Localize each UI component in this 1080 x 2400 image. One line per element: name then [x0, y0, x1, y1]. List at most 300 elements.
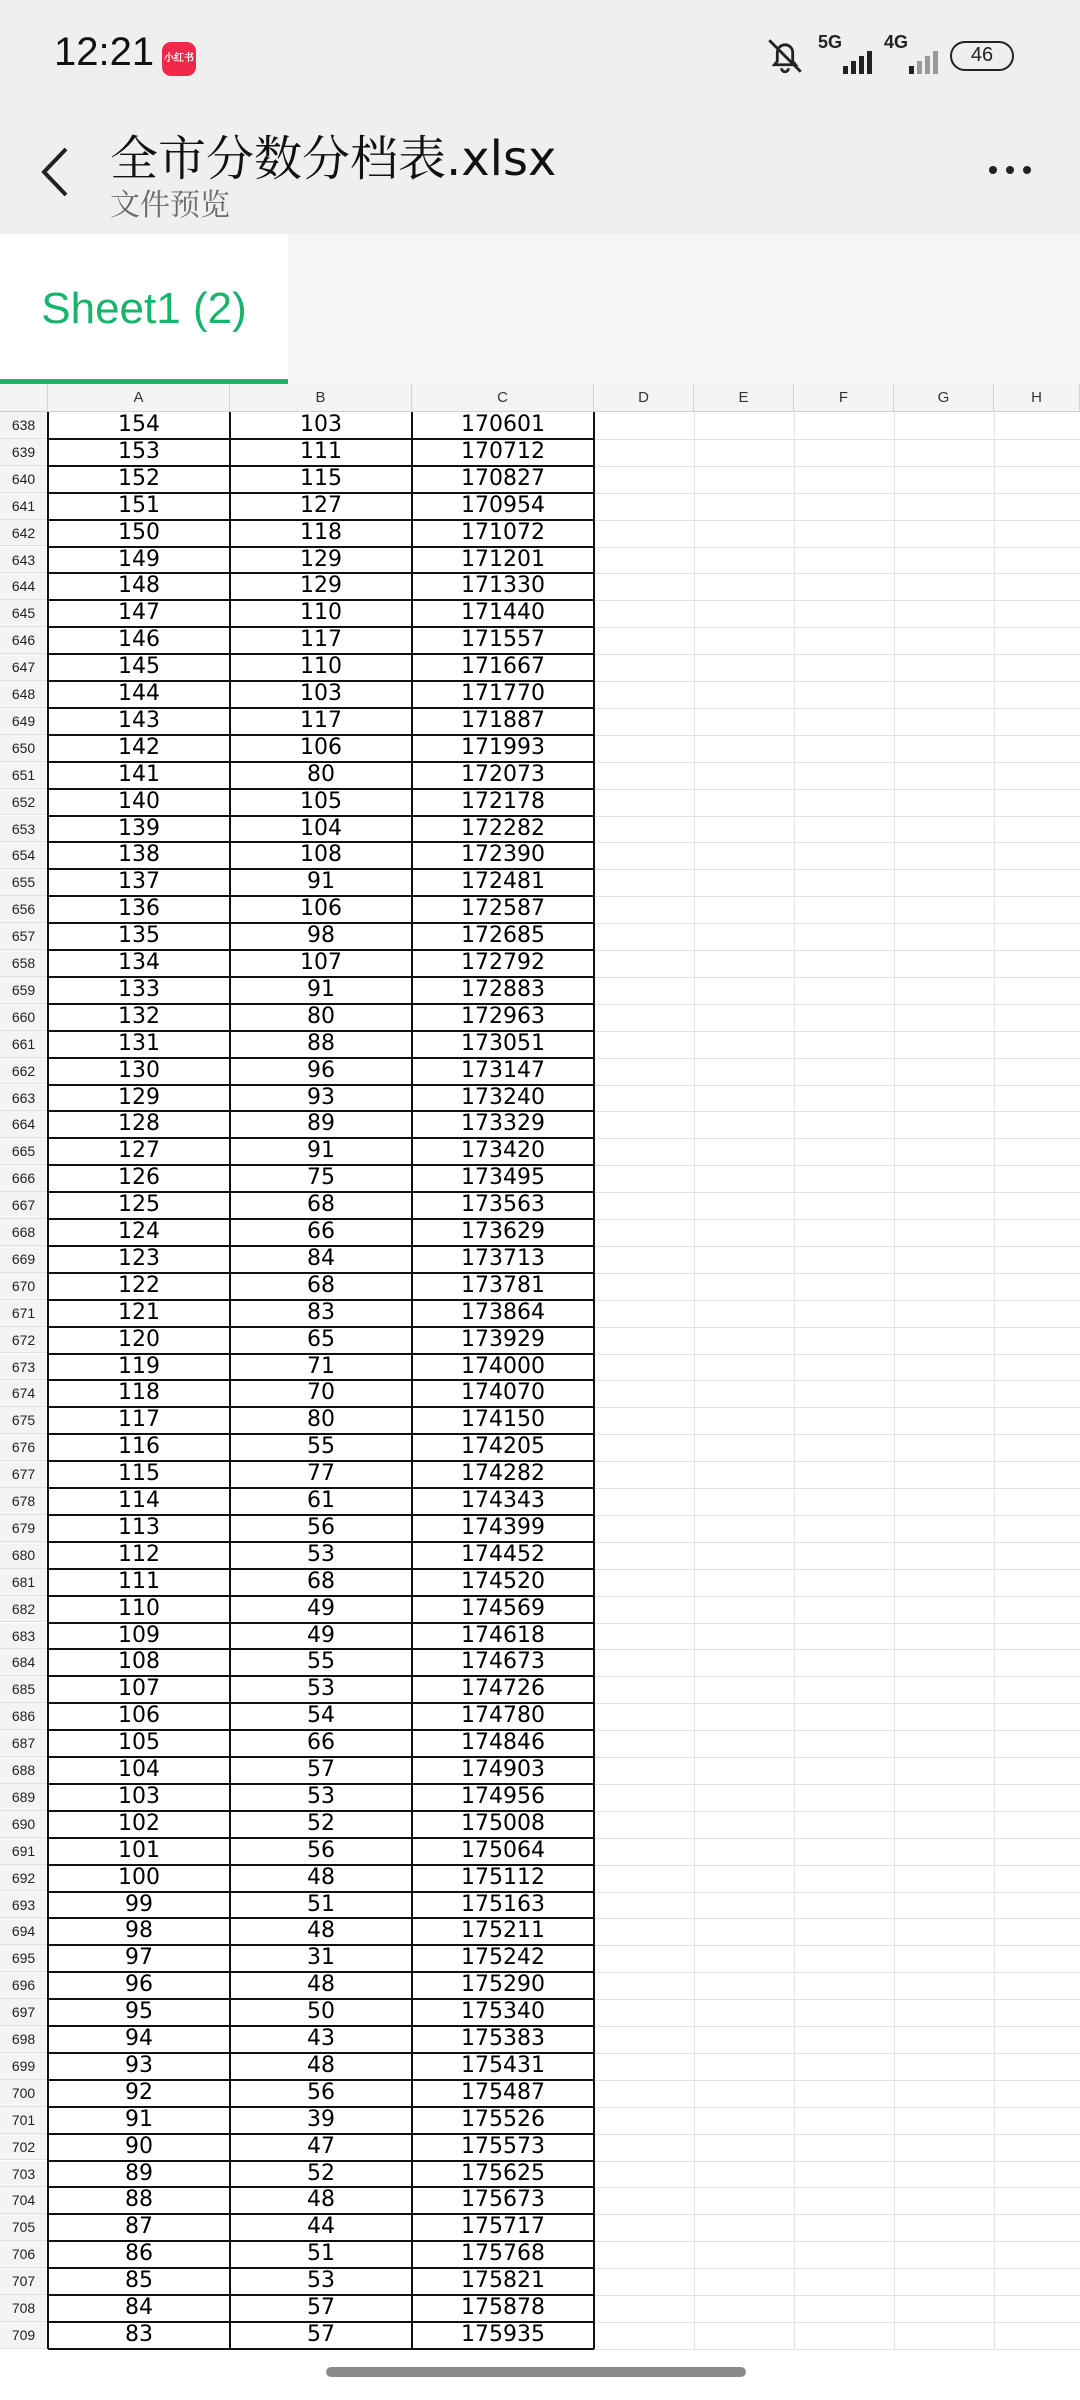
cell-b[interactable]: 91 — [307, 869, 335, 895]
cell-b[interactable]: 52 — [307, 2160, 335, 2186]
cell-c[interactable]: 174399 — [461, 1514, 545, 1540]
cell-b[interactable]: 48 — [307, 1972, 335, 1998]
cell-c[interactable]: 174000 — [461, 1353, 545, 1379]
cell-a[interactable]: 115 — [118, 1461, 160, 1487]
cell-a[interactable]: 120 — [118, 1326, 160, 1352]
cell-b[interactable]: 98 — [307, 923, 335, 949]
cell-a[interactable]: 118 — [118, 1380, 160, 1406]
cell-c[interactable]: 174956 — [461, 1783, 545, 1809]
row-header[interactable]: 640 — [0, 466, 48, 493]
cell-a[interactable]: 106 — [118, 1703, 160, 1729]
gesture-nav-bar[interactable] — [326, 2367, 746, 2377]
cell-c[interactable]: 174343 — [461, 1488, 545, 1513]
row-header[interactable]: 660 — [0, 1004, 48, 1031]
cell-b[interactable]: 53 — [307, 2268, 335, 2294]
cell-a[interactable]: 84 — [125, 2295, 153, 2320]
more-options-button[interactable] — [980, 150, 1040, 190]
cell-b[interactable]: 107 — [300, 950, 342, 975]
row-header[interactable]: 694 — [0, 1918, 48, 1945]
cell-c[interactable]: 175112 — [461, 1864, 545, 1890]
cell-a[interactable]: 141 — [118, 761, 160, 787]
cell-b[interactable]: 31 — [307, 1945, 335, 1971]
row-header[interactable]: 703 — [0, 2161, 48, 2188]
cell-b[interactable]: 51 — [307, 1891, 335, 1917]
cell-c[interactable]: 172178 — [461, 788, 545, 814]
cell-c[interactable]: 174520 — [461, 1568, 545, 1594]
cell-c[interactable]: 173781 — [461, 1272, 545, 1298]
row-header[interactable]: 683 — [0, 1623, 48, 1650]
cell-a[interactable]: 149 — [118, 546, 160, 572]
row-header[interactable]: 657 — [0, 923, 48, 950]
cell-b[interactable]: 108 — [300, 842, 342, 868]
cell-c[interactable]: 174780 — [461, 1703, 545, 1729]
cell-c[interactable]: 174726 — [461, 1676, 545, 1702]
cell-c[interactable]: 173713 — [461, 1245, 545, 1271]
row-header[interactable]: 687 — [0, 1730, 48, 1757]
cell-a[interactable]: 90 — [125, 2133, 153, 2159]
row-header[interactable]: 704 — [0, 2187, 48, 2214]
row-header[interactable]: 646 — [0, 627, 48, 654]
cell-a[interactable]: 145 — [118, 654, 160, 680]
cell-b[interactable]: 84 — [307, 1245, 335, 1271]
cell-a[interactable]: 154 — [118, 412, 160, 437]
cell-a[interactable]: 148 — [118, 573, 160, 599]
cell-b[interactable]: 70 — [307, 1380, 335, 1406]
cell-a[interactable]: 131 — [118, 1030, 160, 1056]
cell-a[interactable]: 100 — [118, 1864, 160, 1890]
row-header[interactable]: 675 — [0, 1407, 48, 1434]
cell-a[interactable]: 96 — [125, 1972, 153, 1998]
cell-b[interactable]: 93 — [307, 1084, 335, 1110]
cell-a[interactable]: 98 — [125, 1918, 153, 1944]
cell-a[interactable]: 143 — [118, 707, 160, 733]
cell-c[interactable]: 175211 — [461, 1918, 545, 1944]
cell-c[interactable]: 174452 — [461, 1541, 545, 1567]
column-header-e[interactable]: E — [694, 384, 794, 412]
cell-b[interactable]: 55 — [307, 1434, 335, 1460]
cell-a[interactable]: 113 — [118, 1514, 160, 1540]
row-header[interactable]: 652 — [0, 789, 48, 816]
cell-a[interactable]: 137 — [118, 869, 160, 895]
cell-c[interactable]: 172390 — [461, 842, 545, 868]
cell-b[interactable]: 66 — [307, 1219, 335, 1244]
row-header[interactable]: 656 — [0, 896, 48, 923]
row-header[interactable]: 647 — [0, 654, 48, 681]
cell-a[interactable]: 83 — [125, 2321, 153, 2347]
cell-c[interactable]: 172883 — [461, 976, 545, 1002]
row-header[interactable]: 706 — [0, 2241, 48, 2268]
cell-c[interactable]: 175935 — [461, 2321, 545, 2347]
cell-b[interactable]: 89 — [307, 1111, 335, 1137]
row-header[interactable]: 700 — [0, 2080, 48, 2107]
cell-b[interactable]: 50 — [307, 1999, 335, 2025]
cell-b[interactable]: 111 — [300, 438, 342, 464]
cell-c[interactable]: 173329 — [461, 1111, 545, 1137]
cell-b[interactable]: 103 — [300, 412, 342, 437]
cell-a[interactable]: 114 — [118, 1488, 160, 1513]
cell-a[interactable]: 138 — [118, 842, 160, 868]
cell-c[interactable]: 174673 — [461, 1649, 545, 1675]
cell-a[interactable]: 122 — [118, 1272, 160, 1298]
row-header[interactable]: 702 — [0, 2134, 48, 2161]
row-header[interactable]: 665 — [0, 1138, 48, 1165]
cell-c[interactable]: 175768 — [461, 2241, 545, 2267]
row-header[interactable]: 681 — [0, 1569, 48, 1596]
column-header-d[interactable]: D — [594, 384, 694, 412]
cell-b[interactable]: 48 — [307, 1918, 335, 1944]
spreadsheet-grid[interactable] — [0, 384, 1080, 2354]
cell-a[interactable]: 121 — [118, 1299, 160, 1325]
cell-c[interactable]: 170712 — [461, 438, 545, 464]
cell-a[interactable]: 111 — [118, 1568, 160, 1594]
cell-a[interactable]: 153 — [118, 438, 160, 464]
row-header[interactable]: 666 — [0, 1165, 48, 1192]
cell-c[interactable]: 174618 — [461, 1622, 545, 1648]
cell-a[interactable]: 134 — [118, 950, 160, 975]
cell-a[interactable]: 112 — [118, 1541, 160, 1567]
cell-a[interactable]: 92 — [125, 2079, 153, 2105]
row-header[interactable]: 655 — [0, 869, 48, 896]
cell-a[interactable]: 107 — [118, 1676, 160, 1702]
cell-a[interactable]: 94 — [125, 2026, 153, 2051]
row-header[interactable]: 680 — [0, 1542, 48, 1569]
cell-a[interactable]: 127 — [118, 1138, 160, 1164]
cell-a[interactable]: 136 — [118, 896, 160, 922]
cell-c[interactable]: 174282 — [461, 1461, 545, 1487]
cell-a[interactable]: 150 — [118, 519, 160, 545]
cell-a[interactable]: 151 — [118, 492, 160, 518]
cell-a[interactable]: 139 — [118, 815, 160, 841]
row-header[interactable]: 638 — [0, 412, 48, 439]
row-header[interactable]: 676 — [0, 1434, 48, 1461]
cell-b[interactable]: 106 — [300, 734, 342, 760]
row-header[interactable]: 684 — [0, 1649, 48, 1676]
row-header[interactable]: 643 — [0, 547, 48, 574]
cell-a[interactable]: 85 — [125, 2268, 153, 2294]
cell-b[interactable]: 39 — [307, 2106, 335, 2132]
cell-c[interactable]: 170954 — [461, 492, 545, 518]
row-header[interactable]: 659 — [0, 977, 48, 1004]
row-header[interactable]: 668 — [0, 1219, 48, 1246]
row-header[interactable]: 641 — [0, 493, 48, 520]
cell-a[interactable]: 132 — [118, 1003, 160, 1029]
row-header[interactable]: 645 — [0, 600, 48, 627]
row-header[interactable]: 705 — [0, 2214, 48, 2241]
cell-c[interactable]: 171557 — [461, 627, 545, 653]
cell-c[interactable]: 175340 — [461, 1999, 545, 2025]
row-header[interactable]: 709 — [0, 2322, 48, 2349]
cell-c[interactable]: 175717 — [461, 2214, 545, 2240]
cell-a[interactable]: 147 — [118, 600, 160, 626]
cell-a[interactable]: 135 — [118, 923, 160, 949]
cell-c[interactable]: 175526 — [461, 2106, 545, 2132]
cell-a[interactable]: 86 — [125, 2241, 153, 2267]
row-header[interactable]: 670 — [0, 1273, 48, 1300]
cell-b[interactable]: 44 — [307, 2214, 335, 2240]
cell-b[interactable]: 68 — [307, 1568, 335, 1594]
cell-c[interactable]: 170827 — [461, 465, 545, 491]
row-header[interactable]: 678 — [0, 1488, 48, 1515]
row-header[interactable]: 686 — [0, 1703, 48, 1730]
cell-a[interactable]: 130 — [118, 1057, 160, 1083]
cell-c[interactable]: 175290 — [461, 1972, 545, 1998]
cell-a[interactable]: 110 — [118, 1595, 160, 1621]
cell-a[interactable]: 119 — [118, 1353, 160, 1379]
row-header[interactable]: 689 — [0, 1784, 48, 1811]
row-header[interactable]: 639 — [0, 439, 48, 466]
cell-c[interactable]: 171440 — [461, 600, 545, 626]
cell-b[interactable]: 53 — [307, 1783, 335, 1809]
cell-a[interactable]: 129 — [118, 1084, 160, 1110]
row-header[interactable]: 696 — [0, 1972, 48, 1999]
cell-b[interactable]: 80 — [307, 1407, 335, 1433]
cell-c[interactable]: 173147 — [461, 1057, 545, 1083]
row-header[interactable]: 644 — [0, 573, 48, 600]
cell-c[interactable]: 175064 — [461, 1837, 545, 1863]
row-header[interactable]: 642 — [0, 520, 48, 547]
row-header[interactable]: 679 — [0, 1515, 48, 1542]
cell-a[interactable]: 93 — [125, 2052, 153, 2078]
row-header[interactable]: 669 — [0, 1246, 48, 1273]
cell-b[interactable]: 48 — [307, 1864, 335, 1890]
cell-a[interactable]: 108 — [118, 1649, 160, 1675]
cell-b[interactable]: 75 — [307, 1165, 335, 1191]
cell-a[interactable]: 97 — [125, 1945, 153, 1971]
cell-b[interactable]: 105 — [300, 788, 342, 814]
column-header-b[interactable]: B — [230, 384, 412, 412]
cell-b[interactable]: 49 — [307, 1622, 335, 1648]
cell-b[interactable]: 68 — [307, 1192, 335, 1218]
cell-b[interactable]: 56 — [307, 2079, 335, 2105]
cell-a[interactable]: 116 — [118, 1434, 160, 1460]
row-header[interactable]: 682 — [0, 1596, 48, 1623]
cell-a[interactable]: 142 — [118, 734, 160, 760]
cell-b[interactable]: 96 — [307, 1057, 335, 1083]
cell-c[interactable]: 173240 — [461, 1084, 545, 1110]
cell-b[interactable]: 66 — [307, 1730, 335, 1756]
cell-b[interactable]: 88 — [307, 1030, 335, 1056]
cell-b[interactable]: 118 — [300, 519, 342, 545]
cell-b[interactable]: 47 — [307, 2133, 335, 2159]
cell-b[interactable]: 49 — [307, 1595, 335, 1621]
cell-b[interactable]: 61 — [307, 1488, 335, 1513]
cell-c[interactable]: 171667 — [461, 654, 545, 680]
cell-a[interactable]: 140 — [118, 788, 160, 814]
cell-b[interactable]: 117 — [300, 627, 342, 653]
cell-c[interactable]: 174070 — [461, 1380, 545, 1406]
cell-c[interactable]: 175625 — [461, 2160, 545, 2186]
cell-a[interactable]: 117 — [118, 1407, 160, 1433]
cell-a[interactable]: 95 — [125, 1999, 153, 2025]
cell-b[interactable]: 80 — [307, 1003, 335, 1029]
column-header-f[interactable]: F — [794, 384, 894, 412]
cell-c[interactable]: 173495 — [461, 1165, 545, 1191]
cell-b[interactable]: 56 — [307, 1837, 335, 1863]
cell-c[interactable]: 173051 — [461, 1030, 545, 1056]
row-header[interactable]: 690 — [0, 1811, 48, 1838]
cell-a[interactable]: 109 — [118, 1622, 160, 1648]
column-header-c[interactable]: C — [412, 384, 594, 412]
cell-c[interactable]: 171887 — [461, 707, 545, 733]
row-header[interactable]: 654 — [0, 842, 48, 869]
column-header-a[interactable]: A — [48, 384, 230, 412]
cell-b[interactable]: 55 — [307, 1649, 335, 1675]
cell-b[interactable]: 56 — [307, 1514, 335, 1540]
cell-b[interactable]: 57 — [307, 2295, 335, 2320]
cell-c[interactable]: 171993 — [461, 734, 545, 760]
cell-c[interactable]: 173629 — [461, 1219, 545, 1244]
cell-c[interactable]: 172963 — [461, 1003, 545, 1029]
cell-c[interactable]: 172587 — [461, 896, 545, 922]
cell-b[interactable]: 65 — [307, 1326, 335, 1352]
cell-b[interactable]: 83 — [307, 1299, 335, 1325]
row-header[interactable]: 649 — [0, 708, 48, 735]
row-header[interactable]: 648 — [0, 681, 48, 708]
cell-a[interactable]: 99 — [125, 1891, 153, 1917]
cell-c[interactable]: 174903 — [461, 1757, 545, 1782]
cell-b[interactable]: 53 — [307, 1676, 335, 1702]
cell-c[interactable]: 175008 — [461, 1810, 545, 1836]
row-header[interactable]: 653 — [0, 816, 48, 843]
row-header[interactable]: 651 — [0, 762, 48, 789]
cell-b[interactable]: 103 — [300, 681, 342, 706]
cell-b[interactable]: 129 — [300, 573, 342, 599]
row-header[interactable]: 692 — [0, 1865, 48, 1892]
cell-b[interactable]: 106 — [300, 896, 342, 922]
cell-c[interactable]: 171072 — [461, 519, 545, 545]
row-header[interactable]: 699 — [0, 2053, 48, 2080]
row-header[interactable]: 673 — [0, 1354, 48, 1381]
row-header[interactable]: 650 — [0, 735, 48, 762]
cell-b[interactable]: 104 — [300, 815, 342, 841]
cell-c[interactable]: 172792 — [461, 950, 545, 975]
cell-a[interactable]: 133 — [118, 976, 160, 1002]
cell-b[interactable]: 48 — [307, 2052, 335, 2078]
cell-c[interactable]: 175487 — [461, 2079, 545, 2105]
cell-c[interactable]: 172073 — [461, 761, 545, 787]
column-header-h[interactable]: H — [994, 384, 1080, 412]
cell-a[interactable]: 91 — [125, 2106, 153, 2132]
cell-b[interactable]: 129 — [300, 546, 342, 572]
row-header[interactable]: 701 — [0, 2107, 48, 2134]
cell-a[interactable]: 152 — [118, 465, 160, 491]
cell-b[interactable]: 91 — [307, 976, 335, 1002]
cell-b[interactable]: 68 — [307, 1272, 335, 1298]
row-header[interactable]: 698 — [0, 2026, 48, 2053]
row-header[interactable]: 672 — [0, 1327, 48, 1354]
cell-a[interactable]: 105 — [118, 1730, 160, 1756]
cell-a[interactable]: 104 — [118, 1757, 160, 1782]
cell-a[interactable]: 89 — [125, 2160, 153, 2186]
cell-c[interactable]: 173929 — [461, 1326, 545, 1352]
cell-a[interactable]: 126 — [118, 1165, 160, 1191]
cell-b[interactable]: 52 — [307, 1810, 335, 1836]
cell-c[interactable]: 175431 — [461, 2052, 545, 2078]
row-header[interactable]: 688 — [0, 1757, 48, 1784]
cell-c[interactable]: 171330 — [461, 573, 545, 599]
cell-a[interactable]: 101 — [118, 1837, 160, 1863]
cell-b[interactable]: 43 — [307, 2026, 335, 2051]
row-header[interactable]: 664 — [0, 1111, 48, 1138]
cell-a[interactable]: 102 — [118, 1810, 160, 1836]
row-header[interactable]: 708 — [0, 2295, 48, 2322]
row-header[interactable]: 674 — [0, 1380, 48, 1407]
cell-b[interactable]: 110 — [300, 654, 342, 680]
row-header[interactable]: 707 — [0, 2268, 48, 2295]
cell-c[interactable]: 172481 — [461, 869, 545, 895]
cell-a[interactable]: 144 — [118, 681, 160, 706]
cell-c[interactable]: 173563 — [461, 1192, 545, 1218]
cell-a[interactable]: 87 — [125, 2214, 153, 2240]
cell-c[interactable]: 171770 — [461, 681, 545, 706]
row-header[interactable]: 663 — [0, 1085, 48, 1112]
back-button[interactable] — [30, 140, 80, 204]
cell-b[interactable]: 53 — [307, 1541, 335, 1567]
cell-c[interactable]: 170601 — [461, 412, 545, 437]
cell-b[interactable]: 71 — [307, 1353, 335, 1379]
cell-c[interactable]: 174846 — [461, 1730, 545, 1756]
cell-a[interactable]: 123 — [118, 1245, 160, 1271]
row-header[interactable]: 671 — [0, 1300, 48, 1327]
select-all-corner[interactable] — [0, 384, 48, 412]
cell-a[interactable]: 125 — [118, 1192, 160, 1218]
row-header[interactable]: 677 — [0, 1461, 48, 1488]
cell-b[interactable]: 48 — [307, 2187, 335, 2213]
cell-a[interactable]: 146 — [118, 627, 160, 653]
cell-a[interactable]: 88 — [125, 2187, 153, 2213]
cell-c[interactable]: 175821 — [461, 2268, 545, 2294]
cell-b[interactable]: 54 — [307, 1703, 335, 1729]
cell-c[interactable]: 174569 — [461, 1595, 545, 1621]
cell-c[interactable]: 172685 — [461, 923, 545, 949]
cell-b[interactable]: 57 — [307, 2321, 335, 2347]
row-header[interactable]: 697 — [0, 1999, 48, 2026]
cell-b[interactable]: 110 — [300, 600, 342, 626]
cell-c[interactable]: 173864 — [461, 1299, 545, 1325]
cell-b[interactable]: 117 — [300, 707, 342, 733]
cell-b[interactable]: 51 — [307, 2241, 335, 2267]
cell-a[interactable]: 128 — [118, 1111, 160, 1137]
cell-c[interactable]: 175673 — [461, 2187, 545, 2213]
cell-c[interactable]: 173420 — [461, 1138, 545, 1164]
row-header[interactable]: 693 — [0, 1892, 48, 1919]
tab-sheet1[interactable] — [0, 234, 288, 384]
cell-c[interactable]: 172282 — [461, 815, 545, 841]
row-header[interactable]: 667 — [0, 1192, 48, 1219]
cell-c[interactable]: 174205 — [461, 1434, 545, 1460]
cell-c[interactable]: 175878 — [461, 2295, 545, 2320]
cell-c[interactable]: 175242 — [461, 1945, 545, 1971]
cell-a[interactable]: 103 — [118, 1783, 160, 1809]
cell-a[interactable]: 124 — [118, 1219, 160, 1244]
cell-b[interactable]: 127 — [300, 492, 342, 518]
cell-c[interactable]: 175573 — [461, 2133, 545, 2159]
cell-b[interactable]: 115 — [300, 465, 342, 491]
row-header[interactable]: 658 — [0, 950, 48, 977]
cell-b[interactable]: 57 — [307, 1757, 335, 1782]
row-header[interactable]: 695 — [0, 1945, 48, 1972]
column-header-g[interactable]: G — [894, 384, 994, 412]
cell-b[interactable]: 91 — [307, 1138, 335, 1164]
cell-c[interactable]: 175163 — [461, 1891, 545, 1917]
cell-c[interactable]: 175383 — [461, 2026, 545, 2051]
cell-c[interactable]: 174150 — [461, 1407, 545, 1433]
row-header[interactable]: 661 — [0, 1031, 48, 1058]
row-header[interactable]: 662 — [0, 1058, 48, 1085]
cell-b[interactable]: 77 — [307, 1461, 335, 1487]
cell-b[interactable]: 80 — [307, 761, 335, 787]
row-header[interactable]: 691 — [0, 1838, 48, 1865]
